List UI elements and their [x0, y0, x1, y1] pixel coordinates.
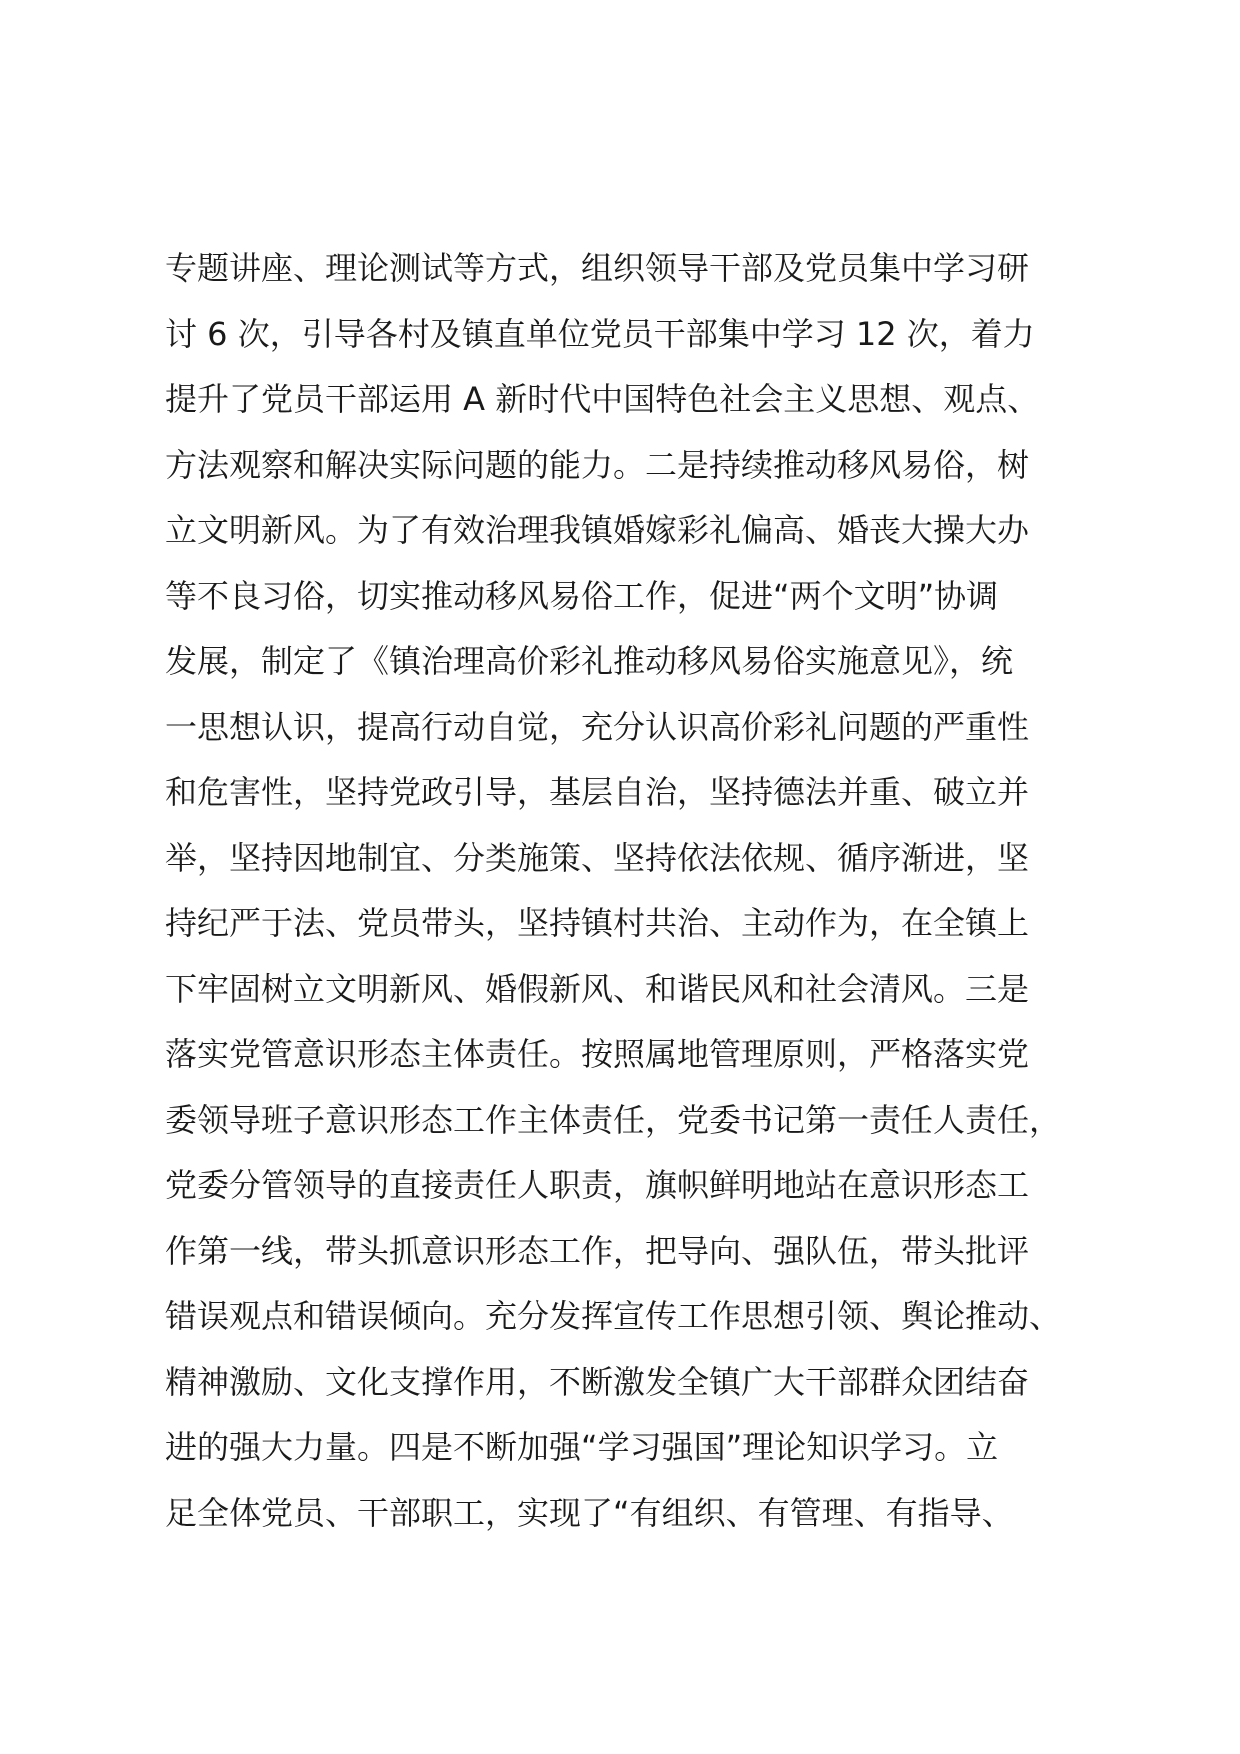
- text-line-17: 错误观点和错误倾向。充分发挥宣传工作思想引领、舆论推动、: [165, 1297, 1062, 1335]
- text-line-16: 作第一线，带头抓意识形态工作，把导向、强队伍，带头批评: [165, 1231, 1030, 1270]
- body-text: [165, 236, 1125, 1546]
- text-line-8: 一思想认识，提高行动自觉，充分认识高价彩礼问题的严重性: [165, 707, 1030, 746]
- text-line-20: 足全体党员、干部职工，实现了“有组织、有管理、有指导、: [165, 1493, 1014, 1532]
- text-line-11: 持纪严于法、党员带头，坚持镇村共治、主动作为，在全镇上: [165, 904, 1030, 942]
- text-line-19: 进的强大力量。四是不断加强“学习强国”理论知识学习。立: [165, 1428, 999, 1466]
- text-line-9: 和危害性，坚持党政引导，基层自治，坚持德法并重、破立并: [165, 773, 1030, 811]
- text-line-4: 方法观察和解决实际问题的能力。二是持续推动移风易俗，树: [165, 445, 1030, 484]
- text-line-12: 下牢固树立文明新风、婚假新风、和谐民风和社会清风。三是: [165, 969, 1030, 1008]
- text-line-18: 精神激励、文化支撑作用，不断激发全镇广大干部群众团结奋: [165, 1362, 1030, 1401]
- text-line-7: 发展，制定了《镇治理高价彩礼推动移风易俗实施意见》，统: [165, 642, 1014, 680]
- text-line-15: 党委分管领导的直接责任人职责，旗帜鲜明地站在意识形态工: [165, 1166, 1030, 1204]
- text-line-2: 讨 6 次，引导各村及镇直单位党员干部集中学习 12 次，着力: [165, 314, 1035, 353]
- text-line-1: 专题讲座、理论测试等方式，组织领导干部及党员集中学习研: [165, 249, 1030, 287]
- text-line-10: 举，坚持因地制宜、分类施策、坚持依法依规、循序渐进，坚: [165, 838, 1030, 877]
- text-line-5: 立文明新风。为了有效治理我镇婚嫁彩礼偏高、婚丧大操大办: [165, 511, 1030, 549]
- text-line-6: 等不良习俗，切实推动移风易俗工作，促进“两个文明”协调: [165, 576, 999, 615]
- text-line-3: 提升了党员干部运用 A 新时代中国特色社会主义思想、观点、: [165, 380, 1040, 418]
- text-line-14: 委领导班子意识形态工作主体责任，党委书记第一责任人责任，: [165, 1100, 1062, 1139]
- text-line-13: 落实党管意识形态主体责任。按照属地管理原则，严格落实党: [165, 1035, 1030, 1073]
